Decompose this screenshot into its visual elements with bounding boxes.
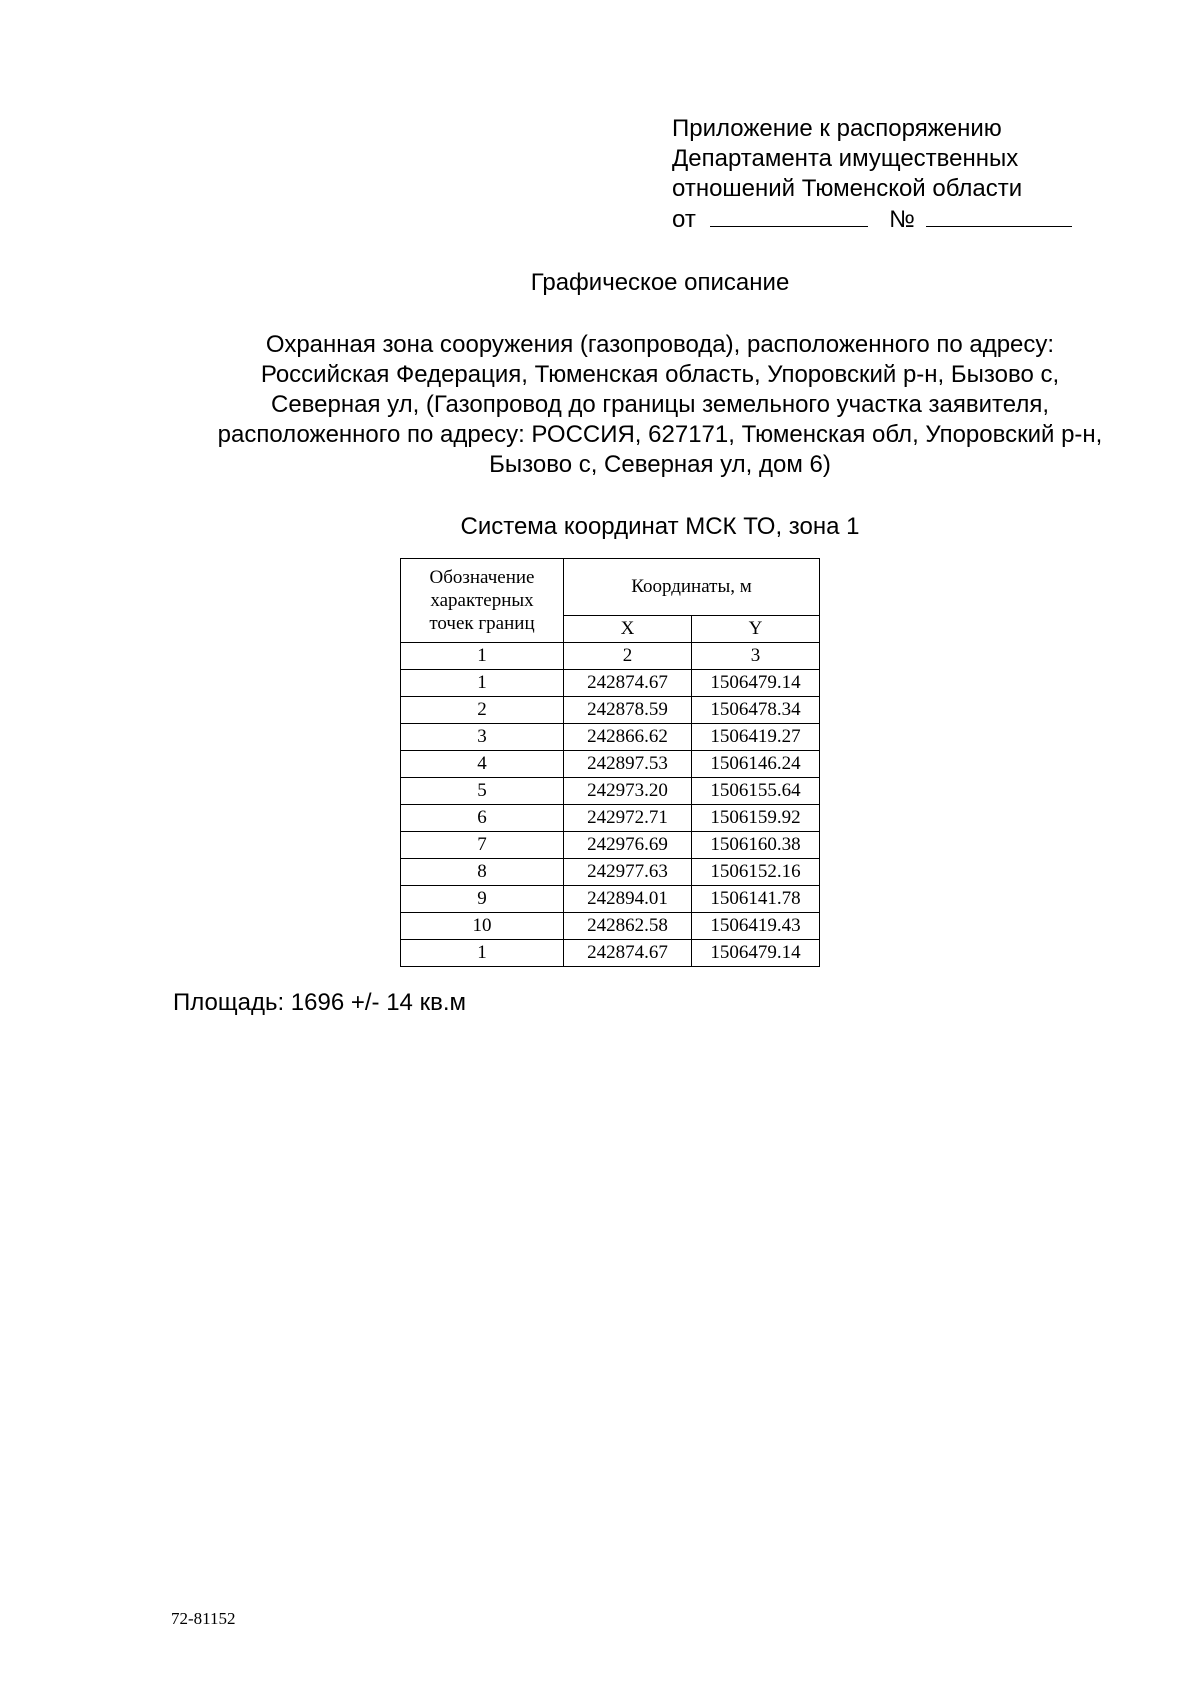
point-cell: 2 bbox=[401, 697, 564, 724]
point-cell: 8 bbox=[401, 859, 564, 886]
table-row bbox=[401, 670, 820, 697]
column-number: 3 bbox=[692, 643, 820, 670]
column-number: 2 bbox=[564, 643, 692, 670]
point-cell: 1 bbox=[401, 940, 564, 967]
table-header-row bbox=[401, 559, 820, 616]
x-cell: 242862.58 bbox=[564, 913, 692, 940]
appendix-line-2: Департамента имущественных bbox=[672, 145, 1019, 172]
header-label-line: Обозначение bbox=[429, 567, 535, 588]
point-cell: 9 bbox=[401, 886, 564, 913]
x-cell: 242878.59 bbox=[564, 697, 692, 724]
point-cell: 4 bbox=[401, 751, 564, 778]
area-value: Площадь: 1696 +/- 14 кв.м bbox=[173, 989, 466, 1016]
y-cell: 1506419.43 bbox=[692, 913, 820, 940]
header-x: X bbox=[564, 616, 692, 643]
y-cell: 1506159.92 bbox=[692, 805, 820, 832]
description-line-4: расположенного по адресу: РОССИЯ, 627171, Тюменская обл, Упоровский р-н, bbox=[217, 421, 1103, 448]
header-coordinates: Координаты, м bbox=[564, 559, 820, 616]
point-cell: 6 bbox=[401, 805, 564, 832]
x-cell: 242894.01 bbox=[564, 886, 692, 913]
point-cell: 1 bbox=[401, 670, 564, 697]
description-line-1: Охранная зона сооружения (газопровода), расположенного по адресу: bbox=[265, 331, 1055, 358]
table-row bbox=[401, 913, 820, 940]
x-cell: 242874.67 bbox=[564, 670, 692, 697]
table-row bbox=[401, 697, 820, 724]
x-cell: 242973.20 bbox=[564, 778, 692, 805]
from-label: от bbox=[672, 206, 696, 233]
y-cell: 1506141.78 bbox=[692, 886, 820, 913]
table-row bbox=[401, 751, 820, 778]
table-row bbox=[401, 778, 820, 805]
table-row bbox=[401, 724, 820, 751]
y-cell: 1506478.34 bbox=[692, 697, 820, 724]
header-y: Y bbox=[692, 616, 820, 643]
y-cell: 1506155.64 bbox=[692, 778, 820, 805]
table-row bbox=[401, 940, 820, 967]
description-line-2: Российская Федерация, Тюменская область, Упоровский р-н, Бызово с, bbox=[260, 361, 1060, 388]
number-label: № bbox=[889, 206, 915, 233]
column-numbers-row bbox=[401, 643, 820, 670]
date-blank bbox=[710, 204, 868, 227]
coordinate-system-caption: Система координат МСК ТО, зона 1 bbox=[460, 513, 860, 540]
object-description bbox=[160, 330, 1160, 480]
document-number: 72-81152 bbox=[171, 1609, 236, 1628]
x-cell: 242972.71 bbox=[564, 805, 692, 832]
header-label-line: точек границ bbox=[429, 613, 535, 634]
document-title: Графическое описание bbox=[530, 269, 790, 296]
y-cell: 1506160.38 bbox=[692, 832, 820, 859]
header-label-line: характерных bbox=[430, 590, 534, 611]
point-cell: 3 bbox=[401, 724, 564, 751]
x-cell: 242874.67 bbox=[564, 940, 692, 967]
appendix-line-1: Приложение к распоряжению bbox=[672, 115, 1002, 142]
description-line-3: Северная ул, (Газопровод до границы земельного участка заявителя, bbox=[270, 391, 1049, 418]
table-row bbox=[401, 805, 820, 832]
y-cell: 1506479.14 bbox=[692, 940, 820, 967]
coordinates-table bbox=[400, 558, 820, 967]
point-cell: 7 bbox=[401, 832, 564, 859]
appendix-header bbox=[672, 114, 1092, 235]
x-cell: 242976.69 bbox=[564, 832, 692, 859]
column-number: 1 bbox=[401, 643, 564, 670]
point-cell: 5 bbox=[401, 778, 564, 805]
appendix-line-3: отношений Тюменской области bbox=[672, 175, 1023, 202]
point-cell: 10 bbox=[401, 913, 564, 940]
x-cell: 242866.62 bbox=[564, 724, 692, 751]
appendix-date-number-line bbox=[672, 204, 1092, 235]
table-row bbox=[401, 859, 820, 886]
table-row bbox=[401, 832, 820, 859]
y-cell: 1506419.27 bbox=[692, 724, 820, 751]
x-cell: 242977.63 bbox=[564, 859, 692, 886]
description-line-5: Бызово с, Северная ул, дом 6) bbox=[489, 451, 831, 478]
y-cell: 1506146.24 bbox=[692, 751, 820, 778]
y-cell: 1506479.14 bbox=[692, 670, 820, 697]
table-row bbox=[401, 886, 820, 913]
header-point-label bbox=[401, 559, 564, 643]
x-cell: 242897.53 bbox=[564, 751, 692, 778]
number-blank bbox=[926, 204, 1072, 227]
y-cell: 1506152.16 bbox=[692, 859, 820, 886]
